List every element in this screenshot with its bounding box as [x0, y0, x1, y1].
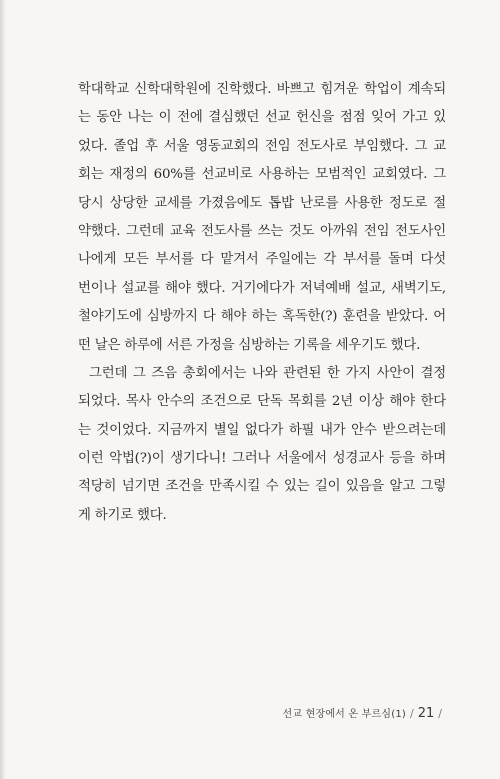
- text-line: 는 것이었다. 지금까지 별일 없다가 하필 내가 안수 받으려는데: [78, 422, 446, 438]
- page-footer: [283, 705, 443, 721]
- text-line: 약했다. 그런데 교육 전도사를 쓰는 것도 아까워 전임 전도사인: [78, 223, 446, 239]
- text-line: 게 하기로 했다.: [78, 507, 167, 523]
- running-title: 선교 현장에서 온 부르심(1): [282, 709, 407, 720]
- text-line: 그런데 그 즈음 총회에서는 나와 관련된 한 가지 사안이 결정: [89, 365, 446, 381]
- text-line: 었다. 졸업 후 서울 영동교회의 전임 전도사로 부임했다. 그 교: [78, 138, 446, 154]
- footer-trailing-separator: /: [438, 707, 442, 720]
- paragraph: [78, 76, 446, 360]
- text-line: 당시 상당한 교세를 가졌음에도 톱밥 난로를 사용한 정도로 절: [78, 195, 446, 211]
- text-line: 떤 날은 하루에 서른 가정을 심방하는 기록을 세우기도 했다.: [78, 337, 421, 353]
- text-line: 회는 재정의 60%를 선교비로 사용하는 모범적인 교회였다. 그: [78, 167, 446, 183]
- page-edge-shadow: [0, 0, 6, 779]
- text-line: 번이나 설교를 해야 했다. 거기에다가 저녁예배 설교, 새벽기도,: [78, 280, 446, 296]
- text-line: 나에게 모든 부서를 다 맡겨서 주일에는 각 부서를 돌며 다섯: [78, 252, 446, 268]
- text-line: 되었다. 목사 안수의 조건으로 단독 목회를 2년 이상 해야 한다: [78, 394, 446, 410]
- body-text: [78, 76, 446, 530]
- text-line: 이런 악법(?)이 생기다니! 그러나 서울에서 성경교사 등을 하며: [78, 451, 446, 467]
- text-line: 는 동안 나는 이 전에 결심했던 선교 헌신을 점점 잊어 가고 있: [78, 110, 446, 126]
- footer-separator: /: [410, 707, 414, 720]
- text-line: 철야기도에 심방까지 다 해야 하는 혹독한(?) 훈련을 받았다. 어: [78, 309, 446, 325]
- text-line: 학대학교 신학대학원에 진학했다. 바쁘고 힘겨운 학업이 계속되: [78, 82, 446, 97]
- paragraph: [78, 360, 446, 530]
- text-line: 적당히 넘기면 조건을 만족시킬 수 있는 길이 있음을 알고 그렇: [78, 479, 446, 495]
- page-number: 21: [417, 706, 435, 721]
